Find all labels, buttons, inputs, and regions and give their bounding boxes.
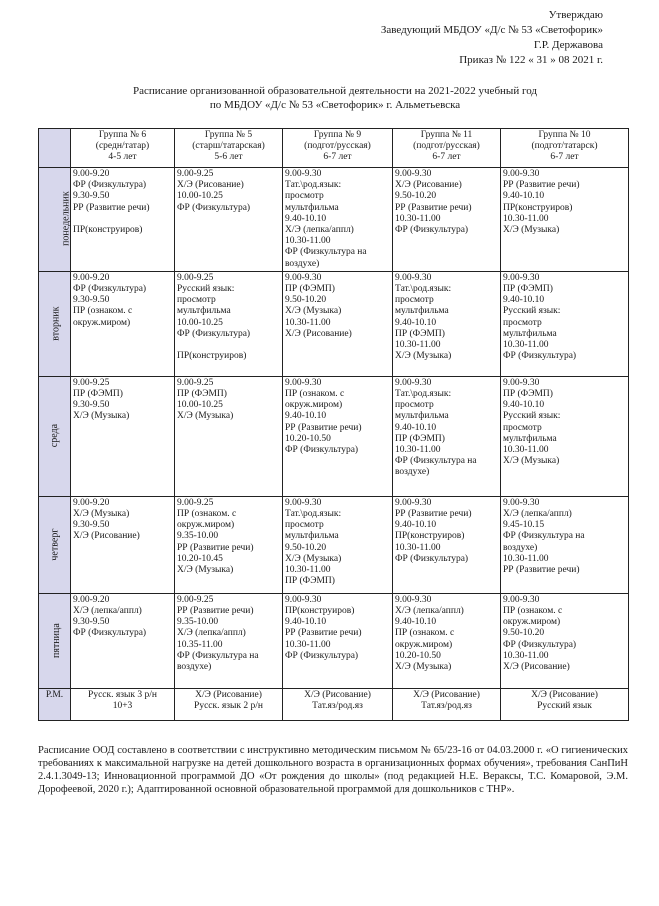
rm-cell: Х/Э (Рисование) Русский язык [501, 688, 629, 720]
schedule-entry: ПР (ФЭМП) [285, 576, 335, 587]
schedule-entry: 10.30-11.00 [285, 565, 331, 576]
day-row [39, 376, 629, 496]
rm-cell: Х/Э (Рисование) Русск. язык 2 р/н [175, 688, 283, 720]
schedule-entry: Х/Э (Музыка) [177, 565, 234, 576]
schedule-cell [71, 271, 175, 376]
schedule-entry: ПР(конструиров) [73, 225, 143, 236]
schedule-entry: 10.00-10.25 [177, 400, 223, 411]
schedule-entry: ФР (Физкультура) [177, 328, 251, 339]
schedule-entry: 9.50-10.20 [285, 542, 327, 553]
title-line-2: по МБДОУ «Д/с № 53 «Светофорик» г. Альметьевска [209, 99, 461, 111]
schedule-entry: 9.00-9.25 [177, 497, 214, 508]
schedule-entry: 9.00-9.30 [503, 497, 540, 508]
schedule-entry: РР (Развитие речи) [177, 606, 254, 617]
schedule-entry: 10.30-11.00 [503, 650, 549, 661]
schedule-entry: РР (Развитие речи) [395, 202, 472, 213]
schedule-entry: 9.50-10.20 [395, 191, 437, 202]
approval-line-4: Приказ № 122 « 31 » 08 2021 г. [459, 54, 603, 66]
schedule-entry: РР (Развитие речи) [503, 180, 580, 191]
schedule-entry: 9.00-9.30 [503, 272, 540, 283]
schedule-entry: мультфильма [503, 328, 557, 339]
schedule-entry: 9.30-9.50 [73, 520, 110, 531]
rm-row [39, 688, 629, 720]
schedule-entry: 9.00-9.30 [503, 169, 540, 179]
schedule-entry: ПР (ФЭМП) [285, 284, 335, 295]
day-label-cell [39, 496, 71, 593]
day-label: среда [48, 424, 60, 448]
schedule-entry: 10.30-11.00 [503, 340, 549, 351]
schedule-entry: окруж.миром) [395, 639, 453, 650]
schedule-entry: ПР (ознаком. с [503, 606, 563, 617]
schedule-entry: 9.00-9.30 [285, 169, 322, 179]
schedule-entry: просмотр [503, 422, 542, 433]
group-header: Группа № 9 (подгот/русская) 6-7 лет [283, 129, 393, 168]
day-label: вторник [50, 306, 62, 341]
schedule-cell [283, 376, 393, 496]
day-row [39, 271, 629, 376]
schedule-entry: 9.40-10.10 [503, 295, 545, 306]
schedule-entry: 9.40-10.10 [503, 400, 545, 411]
schedule-entry: воздухе) [285, 258, 320, 269]
schedule-entry: 9.40-10.10 [503, 191, 545, 202]
schedule-entry: 9.00-9.20 [73, 169, 110, 179]
schedule-entry: 9.35-10.00 [177, 531, 219, 542]
schedule-entry: ФР (Физкультура) [285, 650, 359, 661]
day-row [39, 593, 629, 688]
schedule-entry: Х/Э (Музыка) [285, 306, 342, 317]
rm-cell: Х/Э (Рисование) Тат.яз/род.яз [393, 688, 501, 720]
schedule-cell [175, 593, 283, 688]
schedule-entry: воздухе) [177, 662, 212, 673]
schedule-entry: ФР (Физкультура на [503, 531, 585, 542]
schedule-entry: ПР(конструиров) [503, 202, 573, 213]
schedule-entry: 9.50-10.20 [285, 295, 327, 306]
schedule-entry: ПР (ознаком. с [395, 628, 455, 639]
footnote [38, 744, 628, 796]
schedule-cell [501, 168, 629, 272]
group-header: Группа № 10 (подгот/татарск) 6-7 лет [501, 129, 629, 168]
schedule-entry: окруж.миром) [285, 400, 343, 411]
schedule-entry: 9.40-10.10 [285, 617, 327, 628]
schedule-entry: ФР (Физкультура на [177, 650, 259, 661]
schedule-entry: 9.00-9.20 [73, 272, 110, 283]
schedule-cell [283, 496, 393, 593]
schedule-entry: просмотр [285, 520, 324, 531]
schedule-entry: ПР(конструиров) [395, 531, 465, 542]
schedule-entry: ФР (Физкультура на [285, 247, 367, 258]
schedule-entry: просмотр [503, 317, 542, 328]
rm-cell: Русск. язык 3 р/н 10+3 [71, 688, 175, 720]
schedule-entry: 9.00-9.30 [285, 377, 322, 388]
schedule-cell [283, 168, 393, 272]
schedule-entry: Х/Э (Музыка) [503, 456, 560, 467]
schedule-entry: просмотр [395, 400, 434, 411]
schedule-entry: 10.00-10.25 [177, 317, 223, 328]
schedule-entry: ПР (ознаком. с [285, 389, 345, 400]
schedule-entry: ФР (Физкультура) [73, 180, 147, 191]
schedule-cell [393, 376, 501, 496]
schedule-entry: просмотр [285, 191, 324, 202]
schedule-entry: ПР (ФЭМП) [73, 389, 123, 400]
schedule-cell [501, 496, 629, 593]
schedule-entry: Тат.\род.язык: [395, 389, 452, 400]
schedule-table [38, 128, 629, 721]
schedule-entry: 9.00-9.30 [395, 497, 432, 508]
schedule-entry: ФР (Физкультура) [177, 202, 251, 213]
schedule-entry: 10.30-11.00 [395, 542, 441, 553]
schedule-entry: 9.30-9.50 [73, 191, 110, 202]
schedule-entry: ФР (Физкультура на [395, 456, 477, 467]
schedule-entry: 10.30-11.00 [395, 340, 441, 351]
schedule-entry: РР (Развитие речи) [395, 509, 472, 520]
schedule-cell [71, 593, 175, 688]
approval-line-3: Г.Р. Державова [533, 39, 603, 51]
schedule-cell [393, 593, 501, 688]
schedule-cell [283, 593, 393, 688]
schedule-entry: 9.00-9.30 [395, 272, 432, 283]
schedule-entry: Х/Э (лепка/аппл) [395, 606, 464, 617]
schedule-entry: 9.40-10.10 [285, 411, 327, 422]
schedule-entry: 9.40-10.10 [285, 213, 327, 224]
schedule-entry: 9.00-9.25 [73, 377, 110, 388]
schedule-entry: Х/Э (лепка/аппл) [73, 606, 142, 617]
group-header: Группа № 11 (подгот/русская) 6-7 лет [393, 129, 501, 168]
schedule-entry: 9.00-9.30 [285, 272, 322, 283]
day-label-cell [39, 271, 71, 376]
schedule-entry: 9.50-10.20 [503, 628, 545, 639]
schedule-entry: РР (Развитие речи) [285, 628, 362, 639]
schedule-entry: 9.30-9.50 [73, 400, 110, 411]
schedule-entry: Х/Э (Музыка) [395, 351, 452, 362]
schedule-entry: 10.20-10.45 [177, 553, 223, 564]
rm-label: Р.М. [39, 688, 71, 720]
schedule-entry: ФР (Физкультура) [395, 553, 469, 564]
schedule-entry: 9.45-10.15 [503, 520, 545, 531]
schedule-entry: ФР (Физкультура) [395, 225, 469, 236]
schedule-entry: мультфильма [285, 531, 339, 542]
group-header: Группа № 6 (средн/татар) 4-5 лет [71, 129, 175, 168]
schedule-entry: ФР (Физкультура) [503, 639, 577, 650]
day-label: четверг [49, 528, 61, 561]
schedule-entry: просмотр [395, 295, 434, 306]
schedule-entry: РР (Развитие речи) [285, 422, 362, 433]
schedule-entry: просмотр [177, 295, 216, 306]
schedule-entry: мультфильма [177, 306, 231, 317]
schedule-cell [501, 593, 629, 688]
schedule-entry: ПР (ознаком. с [177, 509, 237, 520]
schedule-cell [393, 271, 501, 376]
schedule-entry: 10.30-11.00 [503, 553, 549, 564]
schedule-entry: ПР(конструиров) [177, 351, 247, 362]
schedule-entry: 9.00-9.25 [177, 169, 214, 179]
schedule-entry: РР (Развитие речи) [177, 542, 254, 553]
schedule-entry: 10.30-11.00 [503, 213, 549, 224]
schedule-entry: ПР (ФЭМП) [395, 433, 445, 444]
schedule-entry: ПР(конструиров) [285, 606, 355, 617]
schedule-entry: мультфильма [285, 202, 339, 213]
schedule-entry: 9.00-9.30 [503, 377, 540, 388]
schedule-entry: ФР (Физкультура) [73, 284, 147, 295]
schedule-entry: 10.35-11.00 [177, 639, 223, 650]
schedule-entry: мультфильма [503, 433, 557, 444]
schedule-entry: Х/Э (лепка/аппл) [285, 225, 354, 236]
approval-block [303, 8, 603, 68]
schedule-entry: 9.00-9.25 [177, 594, 214, 605]
schedule-entry: 10.00-10.25 [177, 191, 223, 202]
schedule-entry: мультфильма [395, 411, 449, 422]
schedule-entry: Х/Э (лепка/аппл) [177, 628, 246, 639]
schedule-entry: Тат.\род.язык: [285, 180, 342, 191]
schedule-entry: Х/Э (Музыка) [503, 225, 560, 236]
schedule-cell [175, 271, 283, 376]
day-label-cell [39, 376, 71, 496]
schedule-entry: ФР (Физкультура) [285, 445, 359, 456]
schedule-entry: ПР (ФЭМП) [503, 389, 553, 400]
schedule-entry: мультфильма [395, 306, 449, 317]
schedule-entry: 9.00-9.25 [177, 272, 214, 283]
schedule-entry: окруж.миром) [73, 317, 131, 328]
schedule-cell [501, 376, 629, 496]
schedule-entry: 10.30-11.00 [503, 445, 549, 456]
schedule-cell [175, 376, 283, 496]
schedule-cell [393, 496, 501, 593]
schedule-entry: 10.30-11.00 [395, 213, 441, 224]
schedule-entry: 9.00-9.30 [285, 497, 322, 508]
schedule-entry: Х/Э (Рисование) [177, 180, 244, 191]
day-row [39, 496, 629, 593]
schedule-entry: 10.20-10.50 [285, 433, 331, 444]
schedule-entry: окруж.миром) [177, 520, 235, 531]
schedule-entry: 10.30-11.00 [395, 445, 441, 456]
schedule-entry: окруж.миром) [503, 617, 561, 628]
schedule-entry: 9.00-9.30 [395, 169, 432, 179]
schedule-entry [177, 340, 280, 351]
schedule-entry: 9.00-9.25 [177, 377, 214, 388]
day-label-cell [39, 168, 71, 272]
group-header: Группа № 5 (старш/татарская) 5-6 лет [175, 129, 283, 168]
schedule-entry: ПР (ФЭМП) [395, 328, 445, 339]
schedule-entry: 10.30-11.00 [285, 639, 331, 650]
schedule-entry: Х/Э (Рисование) [395, 180, 462, 191]
schedule-entry: Х/Э (Музыка) [177, 411, 234, 422]
schedule-entry: ПР (ФЭМП) [503, 284, 553, 295]
schedule-entry: Х/Э (Музыка) [73, 411, 130, 422]
approval-line-2: Заведующий МБДОУ «Д/с № 53 «Светофорик» [380, 24, 603, 36]
schedule-entry: 9.00-9.30 [395, 377, 432, 388]
schedule-entry: Х/Э (Музыка) [395, 662, 452, 673]
schedule-entry: Русский язык: [503, 306, 561, 317]
schedule-entry: РР (Развитие речи) [73, 202, 150, 213]
schedule-entry: Тат.\род.язык: [285, 509, 342, 520]
schedule-entry: 9.40-10.10 [395, 422, 437, 433]
rm-cell: Х/Э (Рисование) Тат.яз/род.яз [283, 688, 393, 720]
schedule-cell [71, 376, 175, 496]
schedule-entry: Русский язык: [177, 284, 235, 295]
title-line-1: Расписание организованной образовательной деятельности на 2021-2022 учебный год [133, 85, 537, 97]
day-label-cell [39, 593, 71, 688]
schedule-entry: 9.40-10.10 [395, 520, 437, 531]
schedule-entry: воздухе) [395, 467, 430, 478]
day-label: понедельник [60, 191, 72, 247]
schedule-cell [501, 271, 629, 376]
schedule-entry: ФР (Физкультура) [503, 351, 577, 362]
footnote-text: Расписание ООД составлено в соответствии с инструктивно методическим письмом № 65/23-16 от 04.03.2000 г. «О гигиенических требованиях к максимальной нагрузке на детей дошкольного возраста в организационных формах обучения», требования СанПиН 2.4.1.3049-13; Инновационной программой ДО «От рождения до школы» (под редакцией Н.Е. Вераксы, Т.С. Комаровой, Э.М. Дорофеевой, 2020 г.); Адаптированной основной образовательной программой для дошкольников с ТНР». [38, 745, 628, 795]
schedule-entry: 10.20-10.50 [395, 650, 441, 661]
schedule-entry: Х/Э (Рисование) [285, 328, 352, 339]
schedule-entry: 9.40-10.10 [395, 317, 437, 328]
schedule-entry: Х/Э (Музыка) [73, 509, 130, 520]
document-title [40, 84, 630, 112]
schedule-cell [283, 271, 393, 376]
schedule-entry: ФР (Физкультура) [73, 628, 147, 639]
schedule-cell [71, 496, 175, 593]
schedule-entry: 9.30-9.50 [73, 617, 110, 628]
schedule-entry: ПР (ФЭМП) [177, 389, 227, 400]
schedule-cell [175, 496, 283, 593]
schedule-entry: 9.40-10.10 [395, 617, 437, 628]
day-row [39, 168, 629, 272]
schedule-entry: РР (Развитие речи) [503, 565, 580, 576]
schedule-entry: 9.00-9.20 [73, 497, 110, 508]
schedule-entry: 9.00-9.30 [395, 594, 432, 605]
schedule-entry: Х/Э (Рисование) [73, 531, 140, 542]
schedule-entry: Тат.\род.язык: [395, 284, 452, 295]
schedule-entry: 9.00-9.20 [73, 594, 110, 605]
schedule-entry: Х/Э (Рисование) [503, 662, 570, 673]
schedule-entry [73, 214, 172, 225]
schedule-entry: 10.30-11.00 [285, 317, 331, 328]
schedule-cell [175, 168, 283, 272]
schedule-entry: ПР (ознаком. с [73, 306, 133, 317]
schedule-entry: 9.00-9.30 [285, 594, 322, 605]
schedule-entry: воздухе) [503, 542, 538, 553]
schedule-entry: Х/Э (Музыка) [285, 553, 342, 564]
header-corner [39, 129, 71, 168]
day-label: пятница [50, 622, 62, 658]
schedule-entry: Русский язык: [503, 411, 561, 422]
schedule-entry: 9.35-10.00 [177, 617, 219, 628]
schedule-cell [393, 168, 501, 272]
schedule-entry: Х/Э (лепка/аппл) [503, 509, 572, 520]
approval-line-1: Утверждаю [548, 9, 603, 21]
schedule-entry: 10.30-11.00 [285, 236, 331, 247]
header-row [39, 129, 629, 168]
schedule-entry: 9.30-9.50 [73, 295, 110, 306]
schedule-cell [71, 168, 175, 272]
schedule-entry: 9.00-9.30 [503, 594, 540, 605]
